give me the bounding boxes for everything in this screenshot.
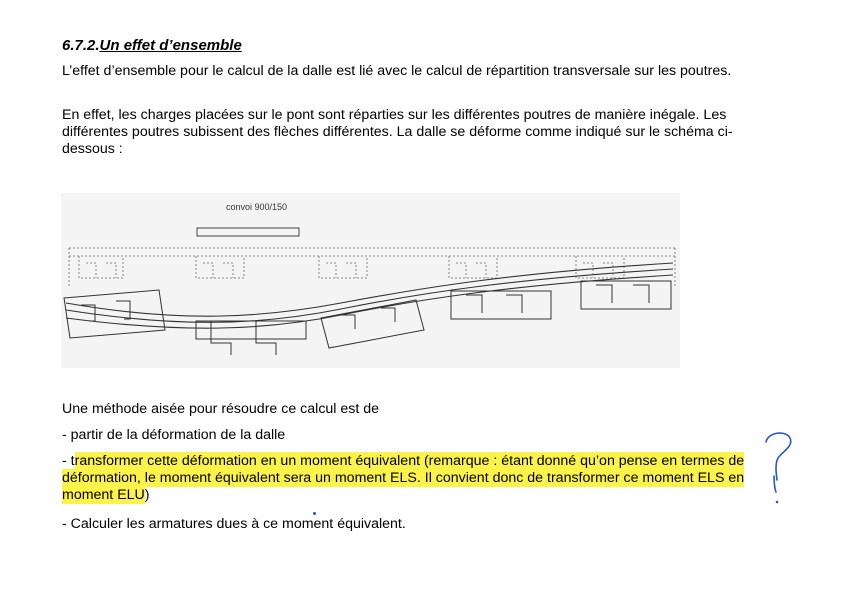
paragraph-intro: L’effet d’ensemble pour le calcul de la dalle est lié avec le calcul de répartition transversale sur les poutres. bbox=[62, 63, 732, 79]
slab-deformation-diagram bbox=[61, 193, 680, 368]
method-intro: Une méthode aisée pour résoudre ce calcul est de bbox=[62, 401, 380, 417]
method-step-2-prefix: - t bbox=[62, 453, 75, 469]
section-title: Un effet d’ensemble bbox=[99, 37, 242, 54]
deformed-beams bbox=[64, 281, 671, 355]
handwritten-question-mark-icon bbox=[760, 428, 800, 513]
convoy-label: convoi 900/150 bbox=[226, 202, 288, 212]
deformed-deck bbox=[66, 263, 673, 328]
paragraph-charges: En effet, les charges placées sur le pont sont réparties sur les différentes poutres de manière inégale. Les différentes poutres subissent des flèches différentes. La dalle se déforme comme indiqué sur le schéma ci-dessous : bbox=[62, 107, 733, 157]
section-number: 6.7.2. bbox=[62, 37, 100, 54]
highlighted-text: ransformer cette déformation en un moment équivalent (remarque : étant donné qu’on pense en termes de déformation, le moment équivalent sera un moment ELS. Il convient donc de transformer ce moment ELS en moment ELU bbox=[62, 453, 745, 503]
method-step-2-suffix: ) bbox=[144, 487, 150, 503]
ink-dot bbox=[313, 512, 316, 515]
method-step-2 bbox=[62, 453, 762, 504]
section-heading bbox=[62, 37, 242, 54]
method-step-3: - Calculer les armatures dues à ce moment équivalent. bbox=[62, 516, 406, 532]
method-step-1: - partir de la déformation de la dalle bbox=[62, 427, 286, 443]
convoy-load-rect bbox=[197, 228, 299, 236]
